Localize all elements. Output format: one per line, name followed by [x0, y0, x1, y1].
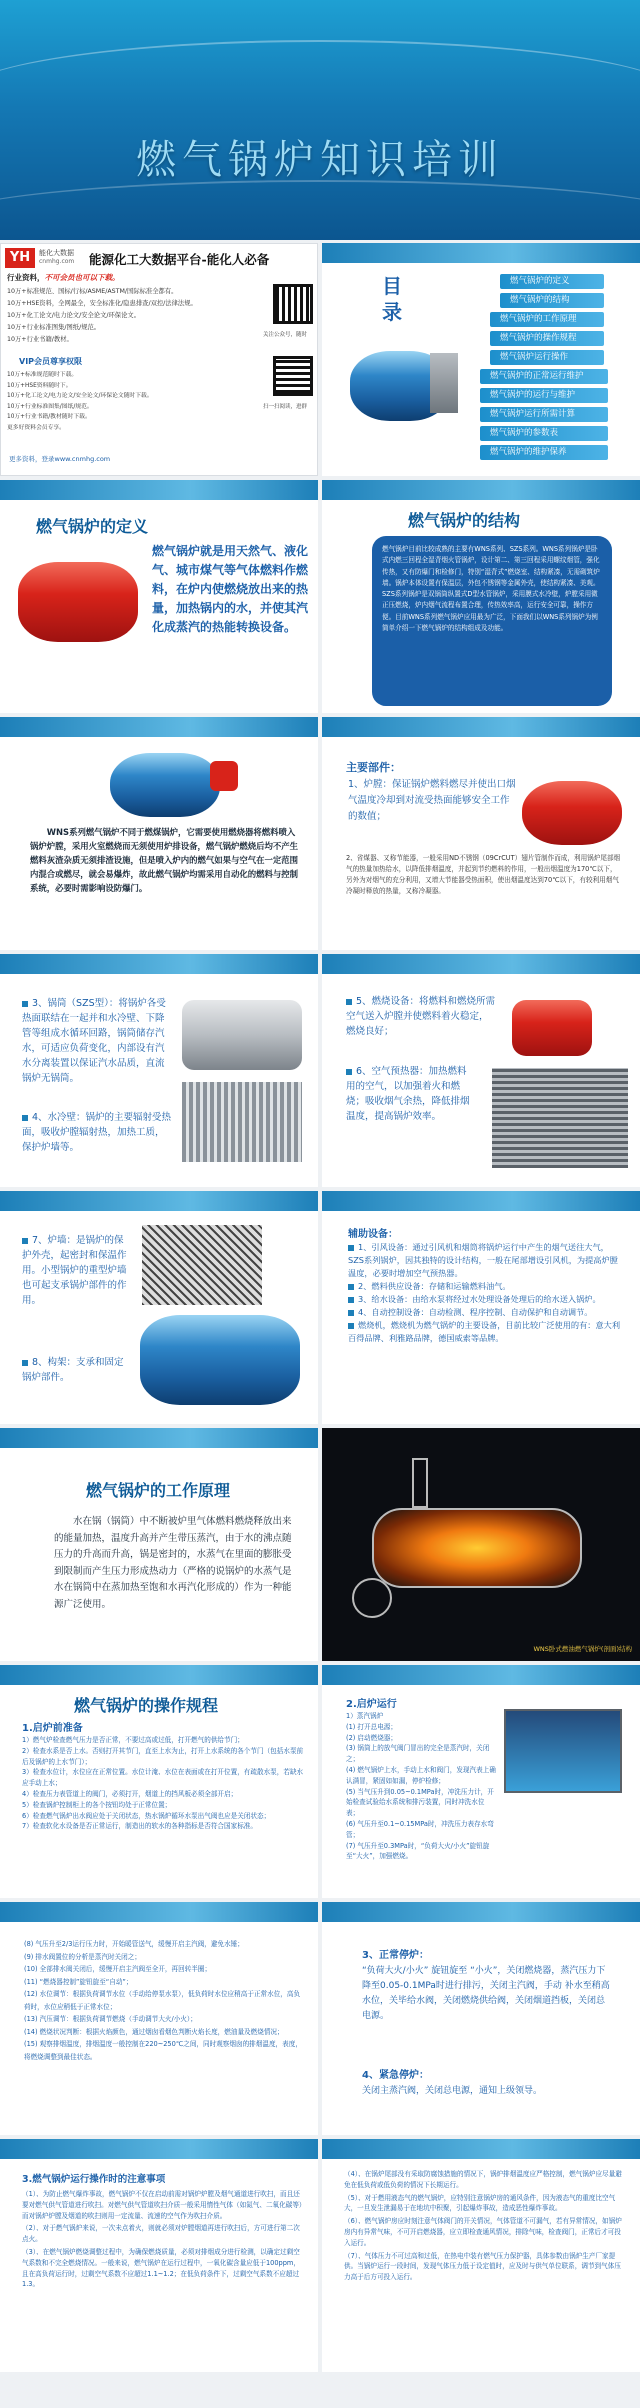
ad-headline: 能源化工大数据平台-能化人必备: [89, 252, 270, 267]
toc-item[interactable]: 燃气锅炉的定义: [500, 274, 604, 289]
list-item: （7）、气体压力不可过高和过低，在热电中装有燃气压力保护器，具体参数由锅炉生产厂家提供。当锅炉运行一段时间，发现气体压力低于设定值时，应及时与供气单位联系，调节到气体压力高于后方可投入运行。: [344, 2251, 621, 2282]
header-band: [0, 1665, 318, 1685]
header-band: [322, 243, 640, 263]
structure-text-box: [372, 536, 612, 706]
aux-title: 辅助设备：: [348, 1229, 398, 1240]
toc-item[interactable]: 燃气锅炉的操作规程: [490, 331, 604, 346]
notes-list: [22, 2189, 304, 2290]
ad-line: 10万+标准规范、国标/行标/ASME/ASTM/国际标准全都有。: [7, 288, 178, 295]
structure-slide: [322, 480, 640, 713]
notes-left-slide: [0, 2139, 318, 2372]
header-band: [0, 480, 318, 500]
list-item: 6）检查燃气锅炉出水阀应处于关闭状态，热水锅炉循环水泵出气阀也应是关闭状态；: [22, 1811, 271, 1820]
structure-text: 燃气锅炉目前比较成熟的主要有WNS系列、SZS系列。WNS系列锅炉是卧式内燃三回程全湿背烟火管锅炉，设计第二、第三回程采用螺纹烟管，强化传热，又有防爆门和检修门，特别“湿背式”燃烧室、结构紧凑，无需砌筑炉墙。锅炉本体设置有保温层，外包不锈钢等金属外壳，使结构紧凑、美观。SZS系列锅炉是双锅筒纵置式D型水管锅炉，采用膜式水冷壁，炉膛采用微正压燃烧，炉内烟气流程布置合理，传热效率高，运行安全可靠，操作方便。目前WNS系列燃气锅炉应用最为广泛，下面我们以WNS系列锅炉为例简单介绍一下燃气锅炉的结构组成及功能。: [382, 545, 600, 633]
bullet-icon: [22, 1360, 28, 1366]
toc-item[interactable]: 燃气锅炉的结构: [500, 293, 604, 308]
parts-title: 主要部件：: [346, 761, 401, 774]
burner-image: [210, 761, 238, 791]
startup-slide: [322, 1665, 640, 1898]
header-band: [322, 1191, 640, 1211]
qr2-caption: 扫一扫阅读，进群: [263, 404, 308, 410]
notes-title: 3.燃气锅炉运行操作时的注意事项: [22, 2174, 166, 2185]
bullet-icon: [346, 1069, 352, 1075]
list-item: (15) 观察排烟温度，排烟温度一般控制在220~250℃之间，同时观察烟囱的排烟温度，表度，将燃烧调整到最佳状态。: [24, 2040, 302, 2061]
list-item: (13) 汽压调节：根据负荷调节燃烧（手动调节大火/小火）；: [24, 2015, 197, 2023]
list-item: 1）蒸汽锅炉: [346, 1712, 384, 1720]
vip-line: 10万+标准规范随时下载。: [7, 372, 78, 378]
section-list: [22, 1735, 304, 1832]
ad-lines: [7, 286, 227, 346]
ad-line: 10万+HSE资料，全网最全，安全标准化/隐患排查/双控/法律法规。: [7, 300, 197, 307]
header-band: [322, 2139, 640, 2159]
parts3-slide: [322, 954, 640, 1187]
section-title: 4、紧急停炉：: [362, 2070, 429, 2081]
operation-slide: [0, 1665, 318, 1898]
vip-line: 10万+化工论文/电力论文/安全论文/环保论文随时下载。: [7, 393, 153, 399]
part-item-1: 1、炉膛：保证锅炉燃料燃尽并使出口烟气温度冷却到对流受热面能够安全工作的数值；: [348, 779, 516, 822]
bullet-icon: [22, 1238, 28, 1244]
water-wall-image: [182, 1082, 302, 1162]
aux-slide: [322, 1191, 640, 1424]
list-item: (14) 燃烧状况判断：根据火焰颜色，通过烟囱看烟色判断火焰长度，燃油量及燃烧情况；: [24, 2027, 284, 2036]
list-item: (10) 全部排水阀关闭后，缓慢开启主汽阀至全开，再回转半圈；: [24, 1965, 212, 1973]
slide-title: 燃气锅炉的工作原理: [86, 1481, 231, 1500]
notes-right-slide: [322, 2139, 640, 2372]
header-band: [322, 1902, 640, 1922]
definition-slide: [0, 480, 318, 713]
burner-image: [512, 1000, 592, 1056]
ad-slide: [0, 243, 318, 476]
ad-line: 10万+化工论文/电力论文/安全论文/环保论文。: [7, 312, 140, 319]
list-item: (8) 气压升至2/3运行压力时，开始暖管送气，缓慢开启主汽阀，避免水锤；: [24, 1940, 244, 1948]
aux-list: [348, 1241, 624, 1345]
part-item-7: 7、炉墙：是锅炉的保护外壳，起密封和保温作用。小型锅炉的重型炉墙也可起支承锅炉部件的作用。: [22, 1235, 127, 1306]
slide-title: 燃气锅炉的定义: [36, 517, 149, 536]
header-band: [322, 1665, 640, 1685]
bullet-icon: [346, 999, 352, 1005]
wns-intro-slide: [0, 717, 318, 950]
parts1-slide: [322, 717, 640, 950]
vip-title: VIP会员尊享权限: [19, 357, 83, 366]
list-item: (5) 当气压升到0.05~0.1MPa时，冲洗压力计，开始检查试验给水系统和排污装置，同时冲洗水位表；: [346, 1787, 494, 1818]
toc-item[interactable]: 燃气锅炉的参数表: [480, 426, 608, 441]
air-preheater-image: [492, 1068, 628, 1168]
bullet-icon: [348, 1297, 354, 1303]
boiler-image: [110, 753, 220, 817]
boiler-control-box: [430, 353, 458, 413]
aux-item: 3、给水设备：由给水泵将经过水处理设备处理后的给水送入锅炉。: [348, 1293, 624, 1306]
list-item: 4）检查压力表管道上的阀门，必须打开，烟道上的挡风板必须全部开启；: [22, 1789, 238, 1798]
list-item: （4）、在锅炉尾部没有采取防腐蚀措施的情况下，锅炉排烟温度应严格控制，燃气锅炉应尽量避免在低负荷或低负荷的情况下长期运行。: [344, 2170, 622, 2189]
parts4-slide: [0, 1191, 318, 1424]
presentation-title: 燃气锅炉知识培训: [136, 137, 504, 183]
section-list: [346, 1711, 496, 1862]
header-band: [322, 954, 640, 974]
ad-notice: 行业资料，不可会员也可以下载。: [7, 273, 120, 282]
list-item: （3）、在燃气锅炉燃烧调整过程中，为确保燃烧质量，必须对排烟成分进行检测，以确定过剩空气系数和不完全燃烧情况。一般来说，燃气锅炉在运行过程中，一氧化碳含量应低于100ppm，且在高负荷运行时，过剩空气系数不应超过1.1~1.2；在低负荷条件下，过剩空气系数不应超过1.3。: [22, 2247, 300, 2289]
part-item-3: 3、锅筒（SZS型）：将锅炉各受热面联结在一起并和水冷壁、下降管等组成水循环回路，锅筒储存汽水，可适应负荷变化，内部设有汽水分离装置以保证汽水品质，直流锅炉无锅筒。: [22, 998, 166, 1084]
ad-footer[interactable]: 更多资料，登录www.cnmhg.com: [9, 455, 111, 463]
definition-text: 燃气锅炉就是用天然气、液化气、城市煤气等气体燃料作燃料，在炉内使燃烧放出来的热量，加热锅内的水，并使其汽化成蒸汽的热能转换设备。: [152, 544, 309, 634]
operation-continued-slide: [0, 1902, 318, 2135]
section-title: 3、正常停炉：: [362, 1950, 429, 1961]
boiler-chimney: [412, 1458, 428, 1508]
aux-item: 4、自动控制设备：自动检测、程序控制、自动保护和自动调节。: [348, 1306, 624, 1319]
list-item: (7) 气压升至0.3MPa时，“负荷大火/小火”旋钮旋至“大火”，加强燃烧。: [346, 1841, 490, 1861]
section-list: [24, 1938, 304, 2063]
header-band: [0, 1902, 318, 1922]
aux-item: 燃烧机，燃烧机为燃气锅炉的主要设备，目前比较广泛使用的有：意大利百得品牌、利雅路品牌，德国威索等品牌。: [348, 1320, 621, 1343]
toc-item[interactable]: 燃气锅炉的工作原理: [490, 312, 604, 327]
toc-item[interactable]: 燃气锅炉的运行与维护: [480, 388, 608, 403]
list-item: (4) 燃气锅炉上水，手动上水和阀门，发现汽表上确认满冒，紧固如如漏，停炉检修；: [346, 1765, 496, 1785]
toc-item[interactable]: 燃气锅炉的正常运行维护: [480, 369, 608, 384]
bullet-icon: [348, 1323, 354, 1329]
list-item: 5）检查锅炉控制柜上的各个按钮均处于正常位置；: [22, 1800, 172, 1809]
toc-item[interactable]: 燃气锅炉运行操作: [490, 350, 604, 365]
vip-line: 10万+行业标准图集/图纸/规范。: [7, 403, 93, 410]
shutdown-slide: [322, 1902, 640, 2135]
parts2-slide: [0, 954, 318, 1187]
list-item: (11) “燃烧器控制”旋钮旋至“自动”；: [24, 1977, 133, 1986]
bullet-icon: [22, 1115, 28, 1121]
slide-title: 燃气锅炉的操作规程: [74, 1696, 219, 1715]
control-panel-image: [504, 1709, 622, 1793]
list-item: 3）检查水位计，水位应在正常位置。水位计淹、水位在表面或在打开位置，有疏散水泵，若缺水应手动上水；: [22, 1768, 304, 1788]
wns-intro-text: WNS系列燃气锅炉不同于燃煤锅炉，它需要使用燃烧器将燃料喷入锅炉炉膛，采用火室燃烧而无须使用炉排设备，燃气锅炉燃烧后均不产生燃料灰渣杂质无须排渣设施，但是喷入炉内的燃气如果与空气在一定范围内混合或燃尽，就会易爆炸，故此燃气锅炉均需采用自动化的燃料与控制系统，必要时需影响设防爆门。: [30, 827, 298, 893]
list-item: （2）、对于燃气锅炉来说，一次未点着火，则就必须对炉膛烟道再进行吹扫后，方可进行第二次点火。: [22, 2224, 300, 2244]
drum-image: [182, 1000, 302, 1070]
header-band: [0, 954, 318, 974]
header-band: [322, 480, 640, 500]
section-title: 2.启炉运行: [346, 1699, 397, 1710]
furnace-wall-image: [142, 1225, 262, 1305]
part-item-5: 5、燃烧设备：将燃料和燃烧所需空气送入炉膛并使燃料着火稳定，燃烧良好；: [346, 996, 496, 1037]
vip-line: 更多好资料会员专享。: [7, 424, 65, 431]
header-band: [0, 717, 318, 737]
vip-line: 10万+HSE资料随时下。: [7, 382, 72, 389]
part-item-6: 6、空气预热器：加热燃料用的空气，以加强着火和燃烧；吸收烟气余热，降低排烟温度，提高锅炉效率。: [346, 1066, 470, 1122]
decorative-wave: [0, 180, 640, 240]
boiler-image: [522, 781, 622, 845]
vip-line: 10万+行业书籍/教材随时下载。: [7, 414, 91, 420]
principle-text: 水在锅（锅筒）中不断被炉里气体燃料燃烧释放出来的能量加热，温度升高并产生带压蒸汽，由于水的沸点随压力的升高而升高，锅是密封的，水蒸气在里面的膨胀受到限制而产生压力形成热动力（严格的说锅炉的水蒸气是水在锅筒中在蒸加热至饱和水再汽化形成的）作为一种能源广泛使用。: [54, 1516, 292, 1610]
header-band: [322, 717, 640, 737]
boiler-image: [18, 562, 138, 642]
slide-title: 燃气锅炉的结构: [408, 511, 521, 530]
bullet-icon: [348, 1310, 354, 1316]
principle-slide: [0, 1428, 318, 1661]
boiler-fan: [352, 1578, 392, 1618]
qr1-caption: 关注公众号，随时: [263, 332, 308, 338]
boiler-cutaway-image: [372, 1508, 582, 1588]
ad-line: 10万+行业标准图集/图纸/规范。: [7, 324, 101, 331]
header-band: [0, 2139, 318, 2159]
aux-item: 1、引风设备：通过引风机和烟筒将锅炉运行中产生的烟气送往大气，SZS系列锅炉，因其独特的设计结构，一般在尾部增设引风机，为提高炉膛温度，必要时增加空气预热器。: [348, 1242, 618, 1278]
list-item: 7）检查软化水设备是否正常运行，制造出的软水的各种指标是否符合国家标准。: [22, 1822, 257, 1831]
list-item: (12) 水位调节：根据负荷调节水位（手动给停泵水泵），低负荷时水位应稍高于正常水位，高负荷时，水位应稍低于正常水位；: [24, 1990, 301, 2011]
list-item: (1) 打开总电源；: [346, 1722, 397, 1731]
bullet-icon: [22, 1001, 28, 1007]
qr-code-2: [273, 356, 313, 396]
part-item-4: 4、水冷壁：锅炉的主要辐射受热面，吸收炉膛辐射热，加热工质，保护炉墙等。: [22, 1112, 172, 1153]
aux-item: 2、燃料供应设备：存储和运输燃料油气。: [348, 1280, 624, 1293]
boiler-image: [140, 1315, 300, 1405]
list-item: 2）检查水系是否上水。否则打开其节门，直至上水为止，打开上水系统的各个节门（包括水泵前后及锅炉的上水节门）；: [22, 1746, 304, 1766]
list-item: 1）燃气炉检查燃气压力是否正常，不要过高或过低，打开燃气的供给节门；: [22, 1736, 244, 1744]
title-slide: [0, 0, 640, 240]
ad-brand: 能化大数据: [39, 249, 74, 257]
ad-line: 10万+行业书籍/教材。: [7, 336, 73, 343]
list-item: （5）、对于燃用液态气的燃气锅炉，应特别注意锅炉房的通风条件，因为液态气的重度比空气大，一旦发生泄漏易于在地坑中积聚，引起爆炸事故，造成恶性爆炸事故。: [344, 2193, 616, 2213]
header-band: [0, 1191, 318, 1211]
emergency-text: 关闭主蒸汽阀，关闭总电源，通知上级领导。: [362, 2086, 543, 2096]
list-item: (2) 启动燃烧器；: [346, 1733, 397, 1742]
toc-title: 目录: [382, 274, 402, 324]
list-item: (3) 锅筒上的放气阀门冒出的完全是蒸汽时，关闭之；: [346, 1744, 490, 1764]
list-item: （1）、为防止燃气爆炸事故，燃气锅炉不仅在启动前需对锅炉炉膛及烟气通道进行吹扫，而且还要对燃气供气管道进行吹扫。对燃气供气管道吹扫介质一般采用惰性气体（如氮气、二氧化碳等）而对锅炉炉膛及烟道的吹扫则用一定流量、流速的空气作为吹扫介质。: [22, 2190, 303, 2220]
ad-brand-url: cnmhg.com: [39, 258, 75, 265]
list-item: （6）、燃气锅炉房应时刻注意气体阀门的开关情况，气体管道不可漏气，若有异常情况，如锅炉房内有异常气味，不可开启燃烧器，应立即检查通风情况，排除气味，检查阀门，正常后才可投入运行。: [344, 2217, 622, 2247]
image-caption: WNS卧式燃油燃气锅炉(剖面)结构: [533, 1645, 632, 1653]
header-band: [0, 1428, 318, 1448]
part-item-2: 2、省煤器、又称节能器，一般采用ND不锈钢（09CrCUT）翅片管制作而成，利用锅炉尾部烟气的热量加热给水，以降低排烟温度，并起到节约燃料的作用，一般出烟温度为170℃以下，另外为对烟气的充分利用，又增大节能器受热面积，使出烟温度达到70℃以下，有较利用烟气冷凝时释放的热量，又称冷凝器。: [346, 854, 621, 895]
list-item: (6) 气压升至0.1~0.15MPa时，冲洗压力表存水弯管；: [346, 1819, 494, 1839]
ad-logo: YH: [5, 248, 35, 268]
notes-list: [344, 2169, 626, 2283]
bullet-icon: [348, 1245, 354, 1251]
qr-code-1: [273, 284, 313, 324]
section-title: 1.启炉前准备: [22, 1723, 83, 1734]
toc-item[interactable]: 燃气锅炉的维护保养: [480, 445, 608, 460]
vip-lines: [7, 370, 227, 433]
bullet-icon: [348, 1284, 354, 1290]
toc-item[interactable]: 燃气锅炉运行所需计算: [480, 407, 608, 422]
list-item: (9) 排水阀置位的分析是蒸汽时关闭之；: [24, 1952, 141, 1961]
principle-image-slide: [322, 1428, 640, 1661]
part-item-8: 8、构架：支承和固定锅炉部件。: [22, 1357, 124, 1383]
shutdown-text: “负荷大火/小火” 旋钮旋至 “小火”，关闭燃烧器，蒸汽压力下降至0.05-0.1MPa时进行排污，关闭主汽阀，手动 补水至稍高水位，关毕给水阀，关闭燃烧供给阀，关闭烟道挡板，关闭总电源。: [362, 1966, 610, 2021]
